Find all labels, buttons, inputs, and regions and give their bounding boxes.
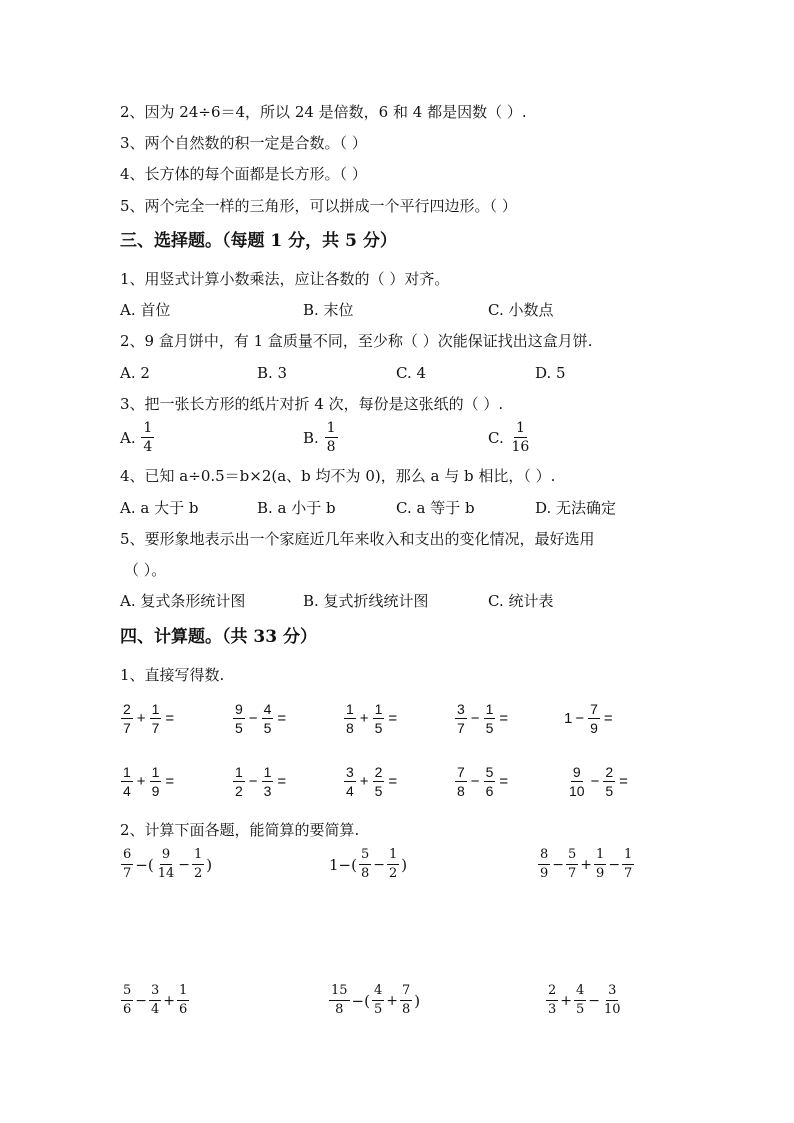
choice-q5-option-c: C. 统计表 bbox=[488, 592, 554, 610]
fraction bbox=[455, 764, 467, 799]
numerator: 6 bbox=[121, 847, 133, 865]
numerator: 3 bbox=[457, 701, 465, 717]
denominator: 5 bbox=[235, 720, 243, 736]
choice-q2-option-c: C. 4 bbox=[396, 364, 427, 382]
denominator: 6 bbox=[123, 1002, 132, 1017]
denominator: 9 bbox=[596, 866, 605, 881]
operator: − bbox=[470, 773, 480, 790]
numerator: 2 bbox=[123, 701, 131, 717]
fraction bbox=[121, 764, 133, 799]
operator: − bbox=[608, 856, 621, 873]
numerator: 7 bbox=[400, 983, 412, 1001]
fraction bbox=[622, 847, 634, 882]
numerator: 1 bbox=[143, 420, 153, 436]
numerator: 1 bbox=[622, 847, 634, 865]
numerator: 7 bbox=[590, 701, 598, 717]
fraction bbox=[359, 847, 371, 882]
fraction bbox=[177, 983, 189, 1018]
numerator: 1 bbox=[346, 701, 354, 717]
numerator: 5 bbox=[485, 764, 494, 780]
denominator: 6 bbox=[179, 1002, 188, 1017]
fraction bbox=[233, 764, 245, 799]
simplify-expr-4 bbox=[120, 983, 190, 1018]
numerator: 4 bbox=[263, 701, 272, 717]
denominator: 7 bbox=[123, 866, 132, 881]
choice-q2-option-a: A. 2 bbox=[120, 364, 150, 382]
operator: + bbox=[136, 710, 146, 727]
numerator: 5 bbox=[359, 847, 371, 865]
fraction bbox=[574, 983, 586, 1018]
numerator: 7 bbox=[457, 764, 465, 780]
fraction bbox=[262, 701, 274, 736]
denominator: 7 bbox=[457, 720, 465, 736]
operator: − bbox=[575, 710, 585, 727]
simplify-expr-3 bbox=[537, 847, 635, 882]
denominator: 8 bbox=[326, 439, 336, 455]
numerator: 1 bbox=[387, 847, 399, 865]
fraction bbox=[325, 420, 338, 455]
fraction bbox=[484, 701, 496, 736]
denominator: 4 bbox=[143, 439, 153, 455]
direct-expr-10 bbox=[566, 764, 631, 799]
denominator: 5 bbox=[374, 783, 383, 799]
equals-sign: = bbox=[277, 773, 287, 790]
numerator: 15 bbox=[329, 983, 350, 1001]
fraction bbox=[344, 764, 356, 799]
choice-q4-option-b: B. a 小于 b bbox=[257, 499, 336, 517]
numerator: 5 bbox=[566, 847, 578, 865]
operator: − bbox=[373, 856, 385, 873]
choice-q4-option-a: A. a 大于 b bbox=[120, 499, 199, 517]
operator: − bbox=[248, 710, 258, 727]
equals-sign: = bbox=[388, 710, 398, 727]
denominator: 5 bbox=[373, 1002, 383, 1017]
fraction bbox=[567, 764, 587, 799]
denominator: 8 bbox=[360, 866, 370, 881]
fraction bbox=[373, 701, 385, 736]
choice-q4-option-d: D. 无法确定 bbox=[535, 499, 617, 517]
numerator: 8 bbox=[538, 847, 550, 865]
denominator: 9 bbox=[540, 866, 549, 881]
numerator: 1 bbox=[177, 983, 189, 1001]
denominator: 8 bbox=[401, 1002, 411, 1017]
denominator: 5 bbox=[263, 720, 272, 736]
denominator: 16 bbox=[511, 439, 530, 455]
denominator: 9 bbox=[151, 783, 160, 799]
denominator: 14 bbox=[157, 866, 175, 881]
fraction bbox=[150, 701, 162, 736]
fraction bbox=[484, 764, 496, 799]
choice-q3-option-b bbox=[303, 420, 339, 455]
operator: − bbox=[248, 773, 258, 790]
operator: + bbox=[136, 773, 146, 790]
choice-heading: 三、选择题。（每题 1 分，共 5 分） bbox=[120, 231, 397, 251]
operator: + bbox=[560, 992, 573, 1009]
numerator: 1 bbox=[123, 764, 131, 780]
denominator: 5 bbox=[374, 720, 383, 736]
choice-q1-option-b: B. 末位 bbox=[303, 301, 354, 319]
operator: − bbox=[470, 710, 480, 727]
denominator: 10 bbox=[569, 783, 585, 799]
direct-expr-4 bbox=[454, 701, 511, 736]
numerator: 2 bbox=[374, 764, 383, 780]
denominator: 2 bbox=[193, 866, 203, 881]
choice-q1: 1、用竖式计算小数乘法，应让各数的（ ）对齐。 bbox=[120, 270, 450, 288]
denominator: 7 bbox=[624, 866, 633, 881]
fraction bbox=[372, 983, 384, 1018]
equals-sign: = bbox=[499, 710, 509, 727]
denominator: 6 bbox=[485, 783, 494, 799]
operator: −( bbox=[351, 991, 370, 1010]
numerator: 1 bbox=[235, 764, 243, 780]
denominator: 10 bbox=[604, 1002, 621, 1017]
choice-q1-option-a: A. 首位 bbox=[120, 301, 171, 319]
fraction bbox=[121, 701, 133, 736]
direct-expr-8 bbox=[343, 764, 400, 799]
denominator: 5 bbox=[576, 1002, 585, 1017]
fraction bbox=[594, 847, 606, 882]
numerator: 4 bbox=[372, 983, 384, 1001]
direct-expr-6 bbox=[120, 764, 177, 799]
fraction bbox=[603, 764, 615, 799]
numerator: 1 bbox=[515, 420, 525, 436]
fraction bbox=[192, 847, 204, 882]
numerator: 3 bbox=[149, 983, 161, 1001]
simplify-expr-6 bbox=[545, 983, 624, 1018]
calc-part1-title: 1、直接写得数. bbox=[120, 666, 225, 684]
direct-expr-1 bbox=[120, 701, 177, 736]
choice-q5-blank: （ ）。 bbox=[124, 561, 167, 579]
option-label: B. bbox=[303, 428, 319, 447]
choice-q2-option-b: B. 3 bbox=[257, 364, 288, 382]
option-label: A. bbox=[120, 428, 136, 447]
close-paren: ) bbox=[414, 991, 421, 1010]
numerator: 1 bbox=[485, 701, 494, 717]
choice-q1-option-c: C. 小数点 bbox=[488, 301, 554, 319]
direct-expr-9 bbox=[454, 764, 511, 799]
numerator: 1 bbox=[151, 764, 160, 780]
choice-q3-option-c bbox=[488, 420, 532, 455]
numerator: 1 bbox=[263, 764, 272, 780]
fraction bbox=[455, 701, 467, 736]
judge-item-2: 2、因为 24÷6＝4，所以 24 是倍数，6 和 4 都是因数（ ）. bbox=[120, 103, 527, 121]
fraction bbox=[566, 847, 578, 882]
numerator: 4 bbox=[574, 983, 586, 1001]
operator: + bbox=[359, 773, 369, 790]
calc-part2-title: 2、计算下面各题，能简算的要简算. bbox=[120, 821, 360, 839]
numerator: 1 bbox=[326, 420, 336, 436]
numerator: 5 bbox=[121, 983, 133, 1001]
equals-sign: = bbox=[388, 773, 398, 790]
fraction bbox=[121, 847, 133, 882]
fraction bbox=[588, 701, 600, 736]
calc-heading: 四、计算题。（共 33 分） bbox=[120, 627, 317, 647]
choice-q3: 3、把一张长方形的纸片对折 4 次，每份是这张纸的（ ）. bbox=[120, 395, 504, 413]
denominator: 4 bbox=[123, 783, 131, 799]
numerator: 9 bbox=[572, 764, 581, 780]
operator: + bbox=[580, 856, 593, 873]
denominator: 8 bbox=[346, 720, 354, 736]
choice-q2-option-d: D. 5 bbox=[535, 364, 566, 382]
choice-q5: 5、要形象地表示出一个家庭近几年来收入和支出的变化情况，最好选用 bbox=[120, 530, 595, 548]
numerator: 9 bbox=[160, 847, 172, 865]
numerator: 2 bbox=[605, 764, 614, 780]
operator: + bbox=[359, 710, 369, 727]
choice-q4: 4、已知 a÷0.5＝b×2(a、b 均不为 0)，那么 a 与 b 相比，（ ）. bbox=[120, 467, 556, 485]
numerator: 1 bbox=[192, 847, 204, 865]
choice-q2: 2、9 盒月饼中，有 1 盒质量不同，至少称（ ）次能保证找出这盒月饼. bbox=[120, 332, 593, 350]
fraction bbox=[387, 847, 399, 882]
operator: − bbox=[588, 992, 601, 1009]
fraction bbox=[121, 983, 133, 1018]
operator: − bbox=[135, 992, 148, 1009]
operator: + bbox=[163, 992, 176, 1009]
numerator: 3 bbox=[606, 983, 618, 1001]
whole-number: 1 bbox=[564, 710, 573, 727]
close-paren: ) bbox=[206, 855, 213, 874]
numerator: 1 bbox=[151, 701, 160, 717]
numerator: 1 bbox=[374, 701, 383, 717]
fraction bbox=[538, 847, 550, 882]
fraction bbox=[141, 420, 154, 455]
operator: + bbox=[386, 992, 398, 1009]
fraction bbox=[602, 983, 623, 1018]
choice-q4-option-c: C. a 等于 b bbox=[396, 499, 475, 517]
denominator: 7 bbox=[568, 866, 577, 881]
option-label: C. bbox=[488, 428, 504, 447]
choice-q5-option-b: B. 复式折线统计图 bbox=[303, 592, 429, 610]
numerator: 1 bbox=[594, 847, 606, 865]
judge-item-5: 5、两个完全一样的三角形，可以拼成一个平行四边形。（ ） bbox=[120, 197, 517, 215]
close-paren: ) bbox=[401, 855, 408, 874]
numerator: 3 bbox=[346, 764, 354, 780]
denominator: 5 bbox=[485, 720, 494, 736]
choice-q5-option-a: A. 复式条形统计图 bbox=[120, 592, 246, 610]
operator: − bbox=[590, 773, 600, 790]
equals-sign: = bbox=[277, 710, 287, 727]
denominator: 4 bbox=[346, 783, 354, 799]
denominator: 2 bbox=[235, 783, 243, 799]
denominator: 7 bbox=[151, 720, 160, 736]
direct-expr-3 bbox=[343, 701, 400, 736]
fraction bbox=[149, 983, 161, 1018]
fraction bbox=[329, 983, 350, 1018]
denominator: 7 bbox=[123, 720, 131, 736]
equals-sign: = bbox=[165, 710, 175, 727]
equals-sign: = bbox=[165, 773, 175, 790]
fraction bbox=[373, 764, 385, 799]
denominator: 9 bbox=[590, 720, 598, 736]
numerator: 2 bbox=[546, 983, 558, 1001]
denominator: 8 bbox=[335, 1002, 344, 1017]
denominator: 3 bbox=[263, 783, 272, 799]
fraction bbox=[262, 764, 274, 799]
fraction bbox=[156, 847, 177, 882]
denominator: 8 bbox=[457, 783, 465, 799]
choice-q3-option-a bbox=[120, 420, 155, 455]
operator: − bbox=[552, 856, 565, 873]
fraction bbox=[400, 983, 412, 1018]
judge-item-4: 4、长方体的每个面都是长方形。（ ） bbox=[120, 165, 367, 183]
judge-item-3: 3、两个自然数的积一定是合数。（ ） bbox=[120, 134, 367, 152]
numerator: 9 bbox=[235, 701, 243, 717]
operator: −( bbox=[135, 855, 154, 874]
simplify-expr-2 bbox=[328, 847, 408, 882]
fraction bbox=[344, 701, 356, 736]
direct-expr-7 bbox=[232, 764, 289, 799]
denominator: 3 bbox=[548, 1002, 557, 1017]
operator: − bbox=[178, 856, 190, 873]
fraction bbox=[546, 983, 558, 1018]
equals-sign: = bbox=[603, 710, 613, 727]
denominator: 5 bbox=[605, 783, 614, 799]
fraction bbox=[150, 764, 162, 799]
denominator: 4 bbox=[151, 1002, 160, 1017]
equals-sign: = bbox=[619, 773, 628, 790]
whole-number: 1−( bbox=[329, 855, 357, 874]
direct-expr-2 bbox=[232, 701, 289, 736]
equals-sign: = bbox=[499, 773, 509, 790]
fraction bbox=[510, 420, 532, 455]
fraction bbox=[233, 701, 245, 736]
simplify-expr-5 bbox=[328, 983, 421, 1018]
simplify-expr-1 bbox=[120, 847, 213, 882]
direct-expr-5 bbox=[564, 701, 616, 736]
denominator: 2 bbox=[388, 866, 398, 881]
